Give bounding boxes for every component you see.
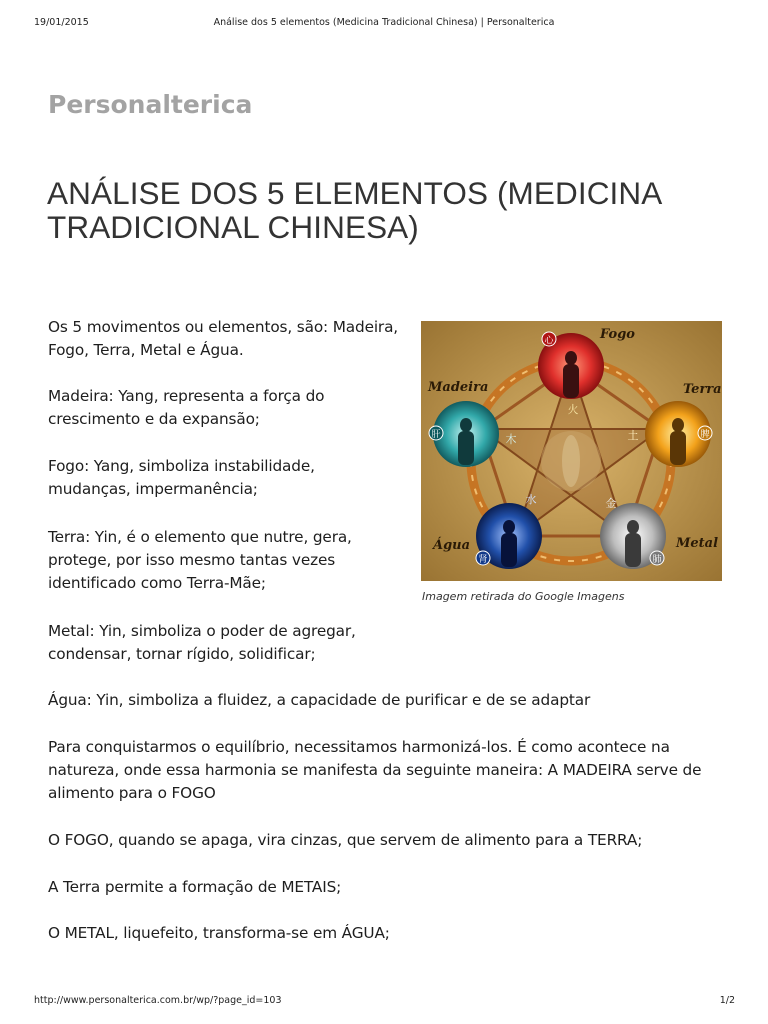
svg-text:火: 火: [567, 404, 579, 416]
label-agua: Água: [433, 538, 471, 553]
svg-text:木: 木: [505, 434, 517, 446]
site-name-link[interactable]: Personalterica: [48, 90, 253, 119]
five-elements-image: [421, 321, 722, 581]
paragraph-terra: Terra: Yin, é o elemento que nutre, gera, protege, por isso mesmo tantas vezes identificado como Terra-Mãe;: [48, 528, 352, 592]
paragraph-intro: Os 5 movimentos ou elementos, são: Madeira, Fogo, Terra, Metal e Água.: [48, 318, 399, 359]
article-title: ANÁLISE DOS 5 ELEMENTOS (MEDICINA TRADICIONAL CHINESA): [47, 175, 661, 245]
print-header-title: Análise dos 5 elementos (Medicina Tradicional Chinesa) | Personalterica: [213, 17, 555, 28]
svg-text:肾: 肾: [478, 554, 488, 564]
label-terra: Terra: [683, 382, 722, 397]
paragraph-agua: Água: Yin, simboliza a fluidez, a capacidade de purificar e de se adaptar: [48, 691, 591, 709]
svg-text:肺: 肺: [652, 554, 662, 564]
paragraph-madeira: Madeira: Yang, representa a força do crescimento e da expansão;: [48, 387, 325, 428]
svg-text:肝: 肝: [431, 429, 441, 439]
svg-text:水: 水: [525, 494, 537, 506]
svg-text:心: 心: [544, 335, 554, 345]
print-date: 19/01/2015: [34, 17, 89, 28]
five-elements-illustration: [421, 321, 722, 581]
svg-text:脾: 脾: [700, 429, 710, 439]
paragraph-terra-metal: A Terra permite a formação de METAIS;: [48, 878, 342, 896]
label-madeira: Madeira: [428, 380, 489, 395]
label-metal: Metal: [676, 536, 719, 551]
paragraph-fogo: Fogo: Yang, simboliza instabilidade, mudanças, impermanência;: [48, 457, 315, 498]
page-number: 1/2: [719, 995, 735, 1006]
image-caption: Imagem retirada do Google Imagens: [422, 590, 625, 603]
footer-url: http://www.personalterica.com.br/wp/?page_id=103: [34, 995, 282, 1006]
svg-text:土: 土: [627, 430, 639, 442]
svg-text:金: 金: [605, 498, 617, 510]
paragraph-metal: Metal: Yin, simboliza o poder de agregar, condensar, tornar rígido, solidificar;: [48, 622, 356, 663]
paragraph-fogo-terra: O FOGO, quando se apaga, vira cinzas, que servem de alimento para a TERRA;: [48, 831, 643, 849]
label-fogo: Fogo: [600, 327, 635, 342]
paragraph-equilibrio: Para conquistarmos o equilíbrio, necessitamos harmonizá-los. É como acontece na natureza, onde essa harmonia se manifesta da seguinte maneira: A MADEIRA serve de alimento para o FOGO: [48, 738, 702, 802]
paragraph-metal-agua: O METAL, liquefeito, transforma-se em ÁGUA;: [48, 924, 390, 942]
